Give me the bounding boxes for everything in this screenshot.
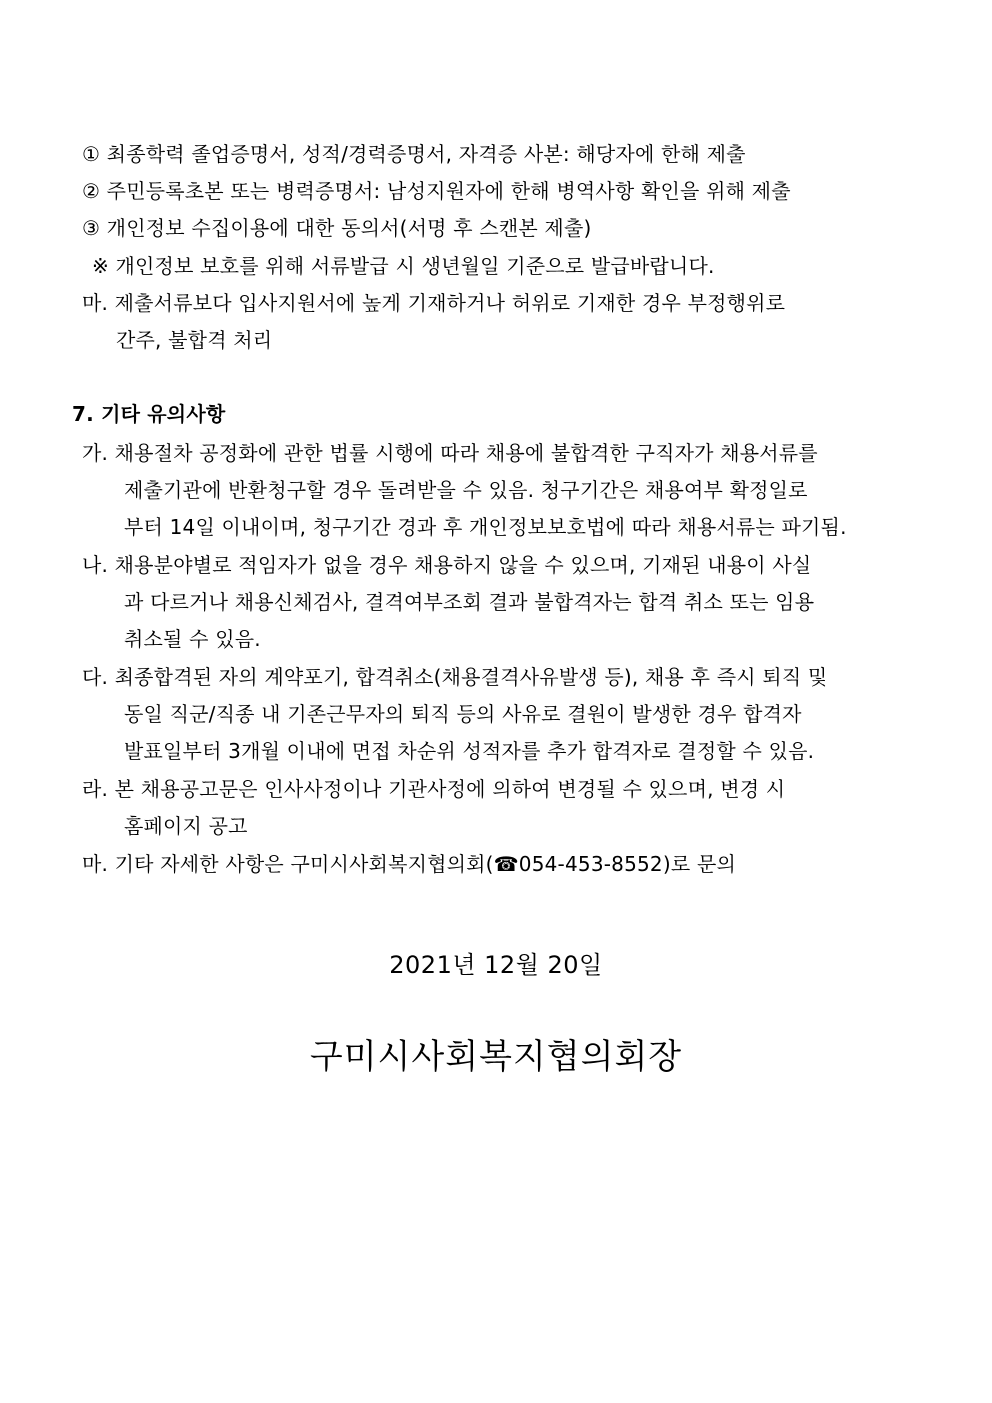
item-da-line-1: 다. 최종합격된 자의 계약포기, 합격취소(채용결격사유발생 등), 채용 후 즉시 퇴직 및 [82, 665, 828, 689]
item-ga-line-2: 제출기관에 반환청구할 경우 돌려받을 수 있음. 청구기간은 채용여부 확정일로 [124, 478, 808, 502]
item-na-line-1: 나. 채용분야별로 적임자가 없을 경우 채용하지 않을 수 있으며, 기재된 내용이 사실 [82, 553, 812, 577]
doc-ma-line-1: 마. 제출서류보다 입사지원서에 높게 기재하거나 허위로 기재한 경우 부정행위로 [82, 291, 786, 315]
item-ga-line-1: 가. 채용절차 공정화에 관한 법률 시행에 따라 채용에 불합격한 구직자가 채용서류를 [82, 441, 818, 465]
item-ma-line-1: 마. 기타 자세한 사항은 구미시사회복지협의회(☎054-453-8552)로 문의 [82, 852, 736, 876]
doc-item-3: ③ 개인정보 수집이용에 대한 동의서(서명 후 스캔본 제출) [82, 216, 592, 240]
issuer-signature: 구미시사회복지협의회장 [309, 1037, 683, 1077]
doc-ma-line-2: 간주, 불합격 처리 [116, 328, 273, 352]
doc-item-1: ① 최종학력 졸업증명서, 성적/경력증명서, 자격증 사본: 해당자에 한해 제출 [82, 142, 746, 166]
item-ra-line-2: 홈페이지 공고 [124, 814, 248, 838]
doc-note: ※ 개인정보 보호를 위해 서류발급 시 생년월일 기준으로 발급바랍니다. [92, 254, 715, 278]
item-ra-line-1: 라. 본 채용공고문은 인사사정이나 기관사정에 의하여 변경될 수 있으며, 변경 시 [82, 777, 786, 801]
item-ga-line-3: 부터 14일 이내이며, 청구기간 경과 후 개인정보보호법에 따라 채용서류는 파기됨. [124, 515, 847, 539]
item-na-line-2: 과 다르거나 채용신체검사, 결격여부조회 결과 불합격자는 합격 취소 또는 임용 [124, 590, 815, 614]
doc-item-2: ② 주민등록초본 또는 병력증명서: 남성지원자에 한해 병역사항 확인을 위해 제출 [82, 179, 791, 203]
section-7-heading: 7. 기타 유의사항 [72, 402, 226, 426]
item-da-line-2: 동일 직군/직종 내 기존근무자의 퇴직 등의 사유로 결원이 발생한 경우 합격자 [124, 702, 802, 726]
announcement-date: 2021년 12월 20일 [389, 951, 603, 979]
item-da-line-3: 발표일부터 3개월 이내에 면접 차순위 성적자를 추가 합격자로 결정할 수 있음. [124, 739, 815, 763]
item-na-line-3: 취소될 수 있음. [124, 627, 261, 651]
